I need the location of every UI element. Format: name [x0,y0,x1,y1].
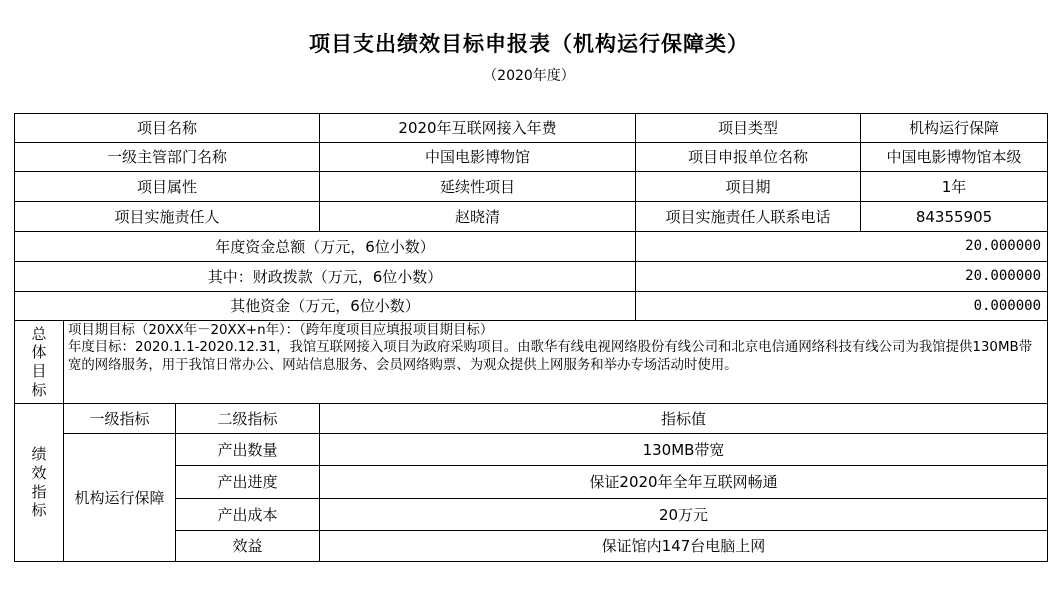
table-row-level2: 效益 [175,530,320,562]
table-row-level2: 产出进度 [175,465,320,499]
indicators-label: 绩 效 指 标 [14,403,64,562]
table-row-value: 130MB带宽 [319,433,1048,466]
fiscal-funds-label: 其中：财政拨款（万元，6位小数） [14,261,636,292]
table-row-level2: 产出数量 [175,433,320,466]
department-value: 中国电影博物馆 [319,142,636,172]
department-label: 一级主管部门名称 [14,142,320,172]
page-subtitle-year: （2020年度） [483,68,575,84]
applicant-unit-value: 中国电影博物馆本级 [860,142,1048,172]
fiscal-funds-value: 20.000000 [635,261,1048,292]
other-funds-label: 其他资金（万元，6位小数） [14,291,636,321]
project-name-value: 2020年互联网接入年费 [319,113,636,143]
project-name-label: 项目名称 [14,113,320,143]
contact-phone-label: 项目实施责任人联系电话 [635,201,861,232]
table-row-value: 20万元 [319,498,1048,531]
annual-goal-text: 年度目标：2020.1.1-2020.12.31，我馆互联网接入项目为政府采购项目。由歌华有线电视网络股份有线公司和北京电信通网络科技有线公司为我馆提供130MB带宽的网络服务，用于我馆日常办公、网站信息服务、会员网络购票、为观众提供上网服务和举办专场活动时使用。 [68,340,1033,373]
total-funds-value: 20.000000 [635,231,1048,262]
project-type-label: 项目类型 [635,113,861,143]
responsible-person-label: 项目实施责任人 [14,201,320,232]
page-title: 项目支出绩效目标申报表（机构运行保障类） [309,32,749,56]
table-row-value: 保证2020年全年互联网畅通 [319,465,1048,499]
project-period-value: 1年 [860,171,1048,202]
other-funds-value: 0.000000 [635,291,1048,321]
project-period-label: 项目期 [635,171,861,202]
applicant-unit-label: 项目申报单位名称 [635,142,861,172]
indicator-value-header: 指标值 [319,403,1048,434]
level1-indicator-header: 一级指标 [63,403,176,434]
level2-indicator-header: 二级指标 [175,403,320,434]
responsible-person-value: 赵晓清 [319,201,636,232]
overall-goals-label: 总 体 目 标 [14,320,64,404]
overall-goals-text [63,320,1048,404]
table-row-level2: 产出成本 [175,498,320,531]
table-row-value: 保证馆内147台电脑上网 [319,530,1048,562]
contact-phone-value: 84355905 [860,201,1048,232]
project-type-value: 机构运行保障 [860,113,1048,143]
project-attribute-value: 延续性项目 [319,171,636,202]
total-funds-label: 年度资金总额（万元，6位小数） [14,231,636,262]
level1-indicator-value: 机构运行保障 [63,433,176,562]
period-goal-text: 项目期目标（20XX年－20XX+n年）：（跨年度项目应填报项目期目标） [68,323,494,338]
project-attribute-label: 项目属性 [14,171,320,202]
